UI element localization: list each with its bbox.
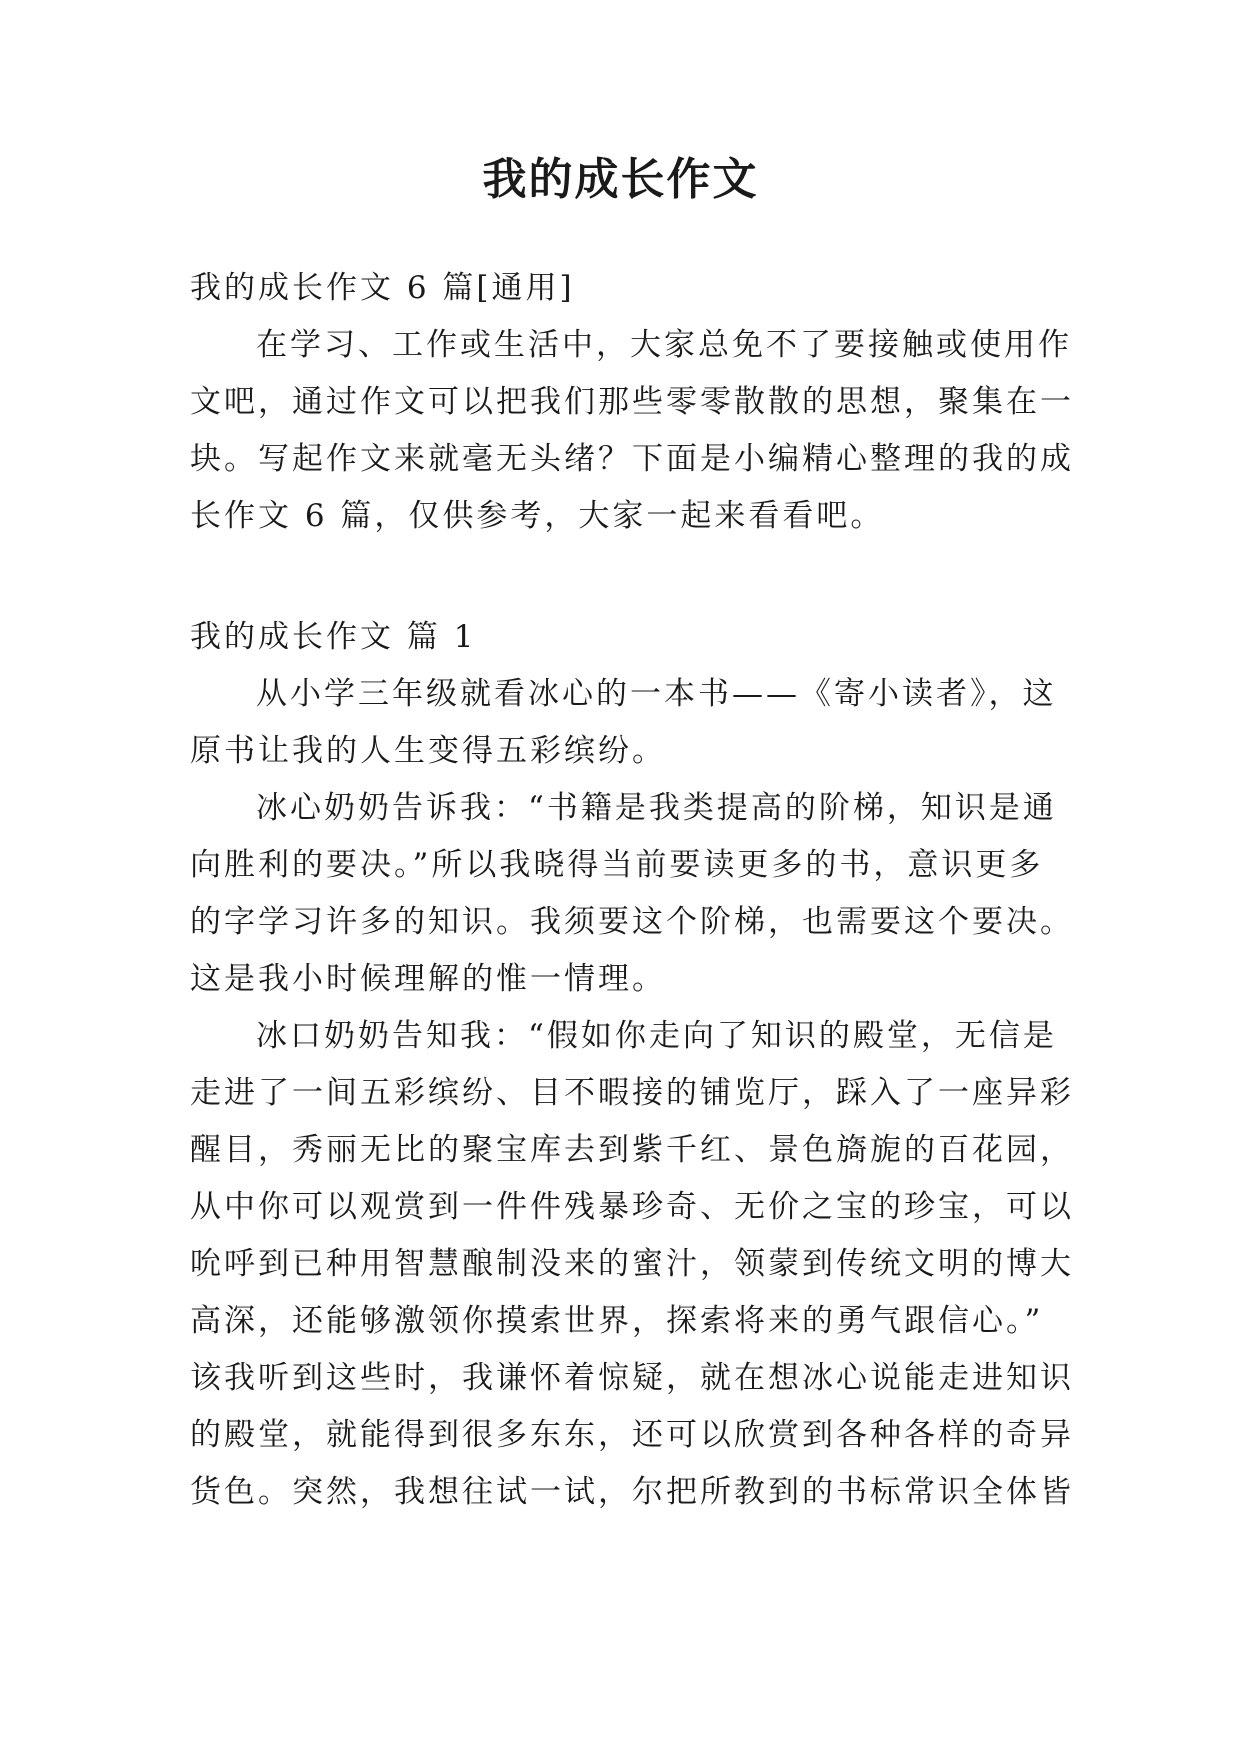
text-line: 的殿堂，就能得到很多东东，还可以欣赏到各种各样的奇异 xyxy=(190,1417,1074,1453)
text-line: 长作文 6 篇，仅供参考，大家一起来看看吧。 xyxy=(190,498,885,534)
text-line: 的字学习许多的知识。我须要这个阶梯，也需要这个要决。 xyxy=(190,904,1074,940)
intro-heading: 我的成长作文 6 篇[通用] xyxy=(190,270,575,306)
text-line: 这是我小时候理解的惟一情理。 xyxy=(190,961,666,997)
document-title: 我的成长作文 xyxy=(482,154,759,205)
text-line: 冰心奶奶告诉我：“书籍是我类提高的阶梯，知识是通 xyxy=(256,790,1057,826)
text-line: 在学习、工作或生活中，大家总免不了要接触或使用作 xyxy=(256,327,1072,363)
text-line: 文吧，通过作文可以把我们那些零零散散的思想，聚集在一 xyxy=(190,384,1074,420)
document-body xyxy=(190,260,1074,1521)
text-line: 向胜利的要决。”所以我晓得当前要读更多的书，意识更多 xyxy=(190,847,1044,883)
text-line: 原书让我的人生变得五彩缤纷。 xyxy=(190,733,666,769)
text-line: 醒目，秀丽无比的聚宝库去到紫千红、景色旖旎的百花园， xyxy=(190,1132,1074,1168)
text-line: 该我听到这些时，我谦怀着惊疑，就在想冰心说能走进知识 xyxy=(190,1360,1074,1396)
paragraph xyxy=(190,780,1074,1008)
section-spacer xyxy=(190,545,1070,609)
section-heading: 我的成长作文 篇 1 xyxy=(190,619,477,655)
text-line: 从中你可以观赏到一件件残暴珍奇、无价之宝的珍宝，可以 xyxy=(190,1189,1074,1225)
text-line: 走进了一间五彩缤纷、目不暇接的铺览厅，踩入了一座异彩 xyxy=(190,1075,1074,1111)
text-line: 块。写起作文来就毫无头绪？下面是小编精心整理的我的成 xyxy=(190,441,1074,477)
text-line: 从小学三年级就看冰心的一本书——《寄小读者》，这 xyxy=(256,676,1057,712)
text-line: 高深，还能够激领你摸索世界，探索将来的勇气跟信心。” xyxy=(190,1303,1044,1339)
text-line: 冰口奶奶告知我：“假如你走向了知识的殿堂，无信是 xyxy=(256,1018,1057,1054)
intro-paragraph xyxy=(190,317,1074,545)
paragraph xyxy=(190,666,1070,780)
text-line: 吮呼到已种用智慧酿制没来的蜜汁，领蒙到传统文明的博大 xyxy=(190,1246,1074,1282)
paragraph xyxy=(190,1008,1074,1521)
text-line: 货色。突然，我想往试一试，尔把所教到的书标常识全体皆 xyxy=(190,1474,1074,1510)
